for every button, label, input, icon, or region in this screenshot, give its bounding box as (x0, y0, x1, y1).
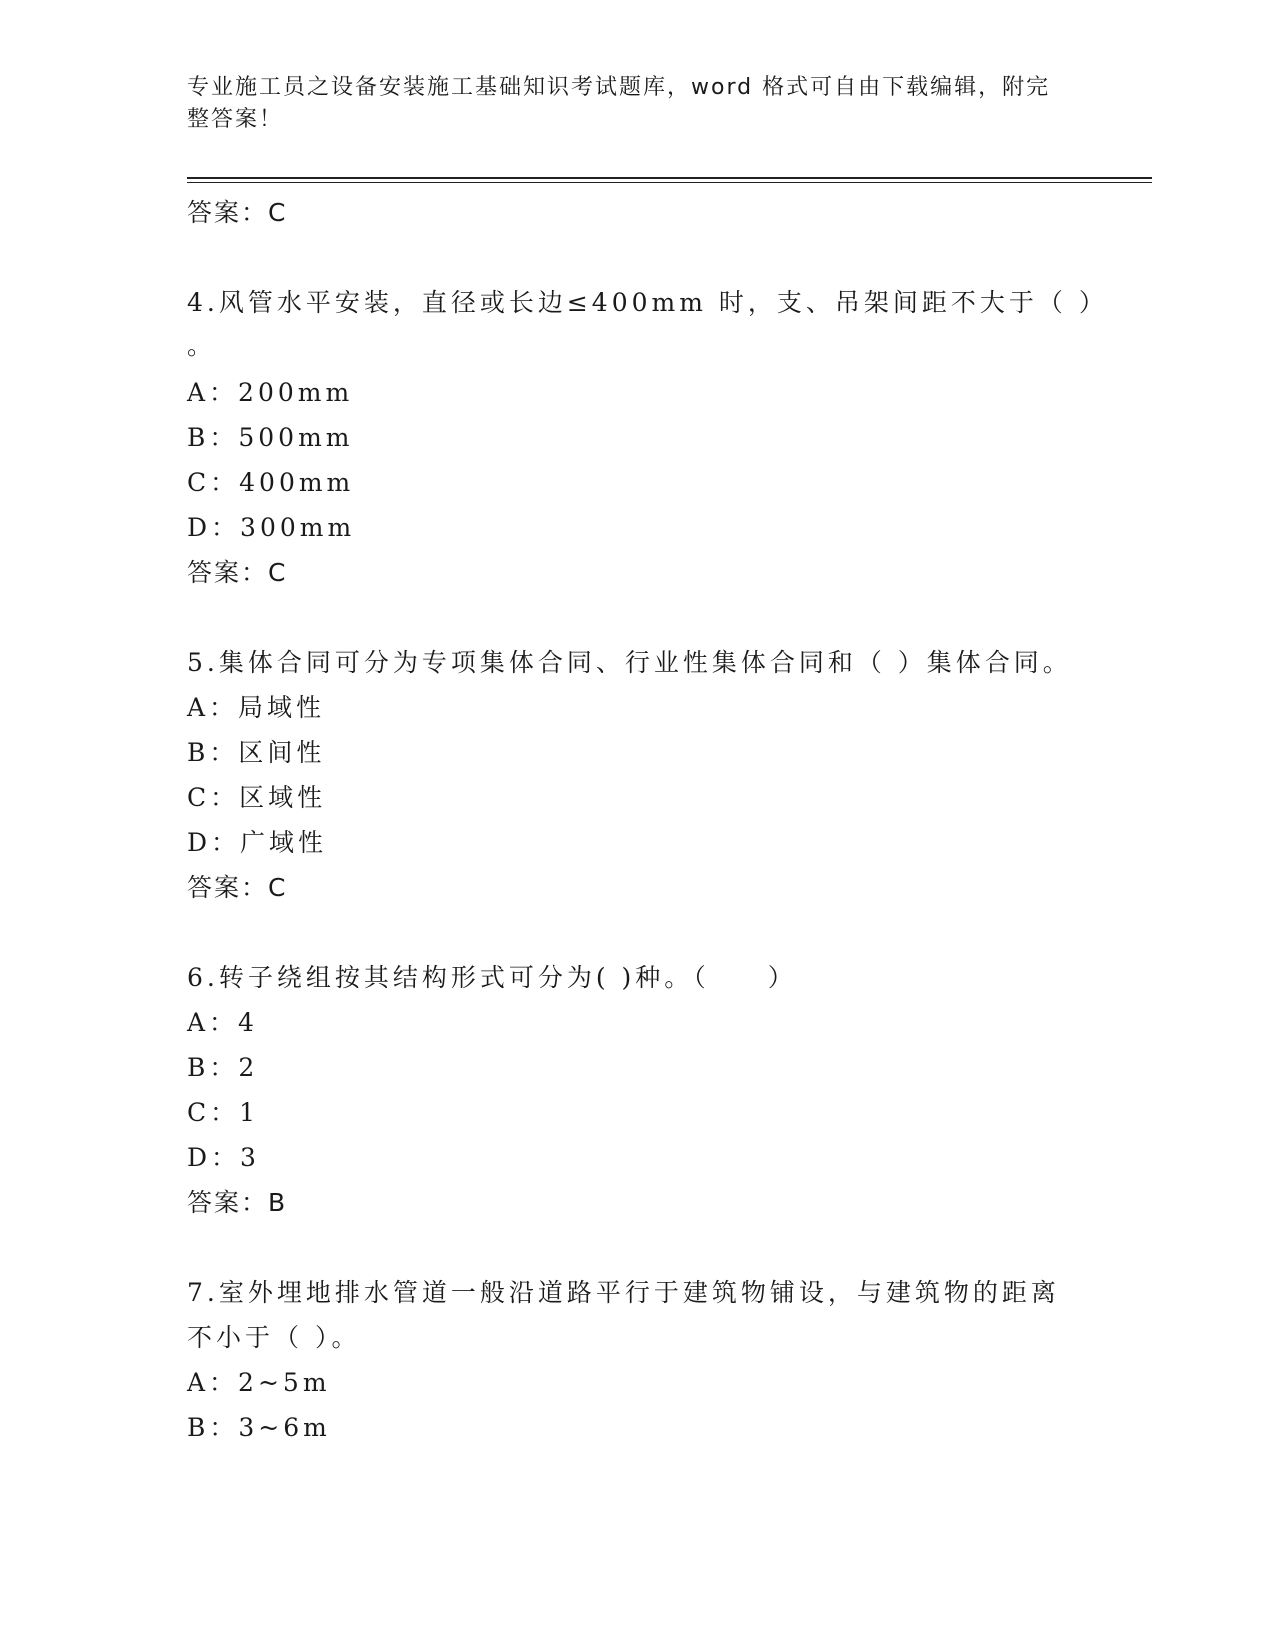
question-4-stem-line-2: 。 (187, 331, 217, 360)
question-5-stem-line-1: 5.集体合同可分为专项集体合同、行业性集体合同和（ ）集体合同。 (187, 648, 1072, 677)
header-rule-thin (187, 182, 1152, 183)
previous-answer: 答案：C (187, 198, 288, 227)
question-7-option-a: A：2~5m (187, 1368, 331, 1397)
header-line-1: 专业施工员之设备安装施工基础知识考试题库，word 格式可自由下载编辑，附完 (187, 75, 1051, 100)
question-4-stem-line-1: 4.风管水平安装，直径或长边≤400mm 时，支、吊架间距不大于（ ） (187, 288, 1108, 317)
question-7-stem-line-1: 7.室外埋地排水管道一般沿道路平行于建筑物铺设，与建筑物的距离 (187, 1278, 1060, 1307)
question-6-option-b: B：2 (187, 1053, 259, 1082)
question-5-answer: 答案：C (187, 873, 288, 902)
document-header (187, 72, 1067, 136)
question-6-option-c: C：1 (187, 1098, 260, 1127)
header-rule-thick (187, 177, 1152, 179)
question-7-stem-line-2: 不小于（ ）。 (187, 1323, 361, 1352)
question-7-option-b: B：3~6m (187, 1413, 331, 1442)
question-6-option-d: D：3 (187, 1143, 260, 1172)
question-6-stem-line-1: 6.转子绕组按其结构形式可分为( )种。（ ） (187, 963, 797, 992)
question-4-option-d: D：300mm (187, 513, 356, 542)
question-5-option-b: B：区间性 (187, 738, 326, 767)
question-5-option-a: A：局域性 (187, 693, 326, 722)
header-line-2: 整答案！ (187, 107, 284, 132)
question-5-option-c: C：区域性 (187, 783, 327, 812)
question-4-option-c: C：400mm (187, 468, 355, 497)
question-4-answer: 答案：C (187, 558, 288, 587)
question-6-answer: 答案：B (187, 1188, 288, 1217)
question-4-option-b: B：500mm (187, 423, 354, 452)
question-5-option-d: D：广域性 (187, 828, 328, 857)
question-6-option-a: A：4 (187, 1008, 258, 1037)
question-4-option-a: A：200mm (187, 378, 354, 407)
